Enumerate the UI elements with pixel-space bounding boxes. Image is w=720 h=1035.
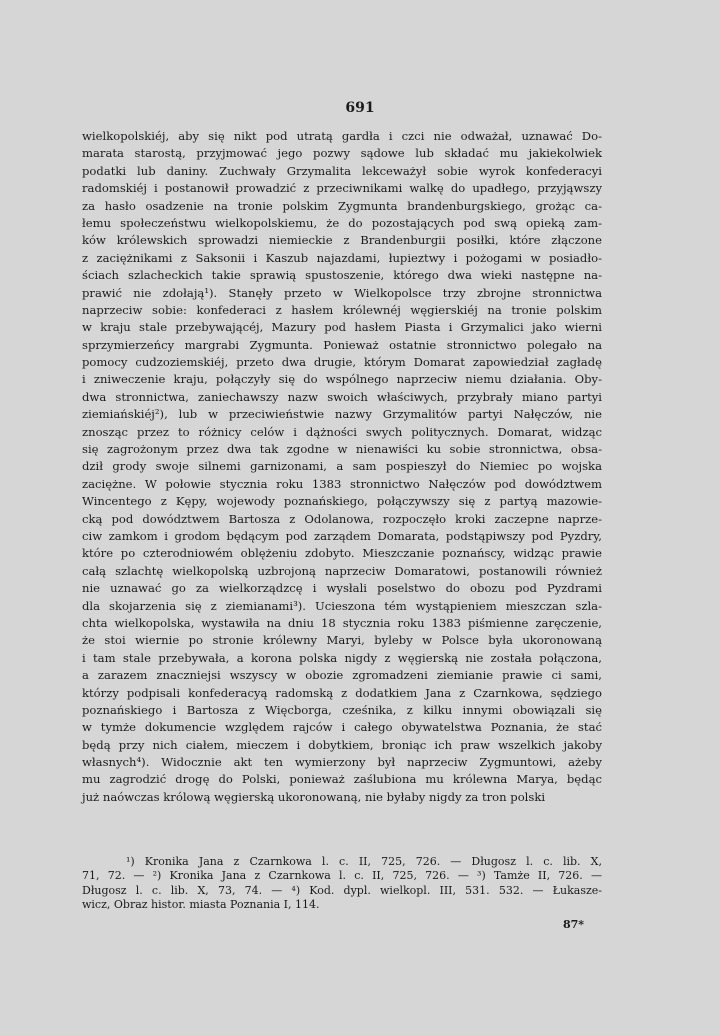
text-line: w tymże dokumencie względem rajców i całego obywatelstwa Poznania, że stać bbox=[82, 720, 602, 735]
text-line: będą przy nich ciałem, mieczem i dobytkiem, broniąc ich praw wszelkich jakoby bbox=[82, 737, 602, 752]
footnote-line: ¹) Kronika Jana z Czarnkowa l. c. II, 725, 726. — Długosz l. c. lib. X, bbox=[126, 855, 602, 868]
text-line: chta wielkopolska, wystawiła na dniu 18 stycznia roku 1383 piśmienne zaręczenie, bbox=[82, 615, 602, 630]
text-line: własnych⁴). Widocznie akt ten wymierzony był naprzeciw Zygmuntowi, ażeby bbox=[82, 755, 602, 770]
text-line: poznańskiego i Bartosza z Więcborga, cześnika, z kilku innymi obowiązali się bbox=[82, 702, 602, 717]
text-line: a zarazem znaczniejsi wszyscy w obozie zgromadzeni ziemianie prawie ci sami, bbox=[82, 668, 602, 683]
text-line: już naówczas królową węgierską ukoronowaną, nie byłaby nigdy za tron polski bbox=[82, 789, 546, 804]
text-line: cką pod dowództwem Bartosza z Odolanowa, rozpoczęło kroki zaczepne naprze- bbox=[82, 511, 602, 526]
text-line: które po czterodniowém oblężeniu zdobyto. Mieszczanie poznańscy, widząc prawie bbox=[82, 546, 602, 561]
text-line: ciw zamkom i grodom będącym pod zarządem Domarata, podstąpiwszy pod Pyzdry, bbox=[82, 528, 602, 543]
text-line: dził grody swoje silnemi garnizonami, a sam pospieszył do Niemiec po wojska bbox=[82, 459, 602, 474]
text-line: prawić nie zdołają¹). Stanęły przeto w Wielkopolsce trzy zbrojne stronnictwa bbox=[82, 285, 602, 300]
text-line: z zaciężnikami z Saksonii i Kaszub najazdami, łupieztwy i pożogami w posiadło- bbox=[82, 250, 602, 265]
footnote-line: Długosz l. c. lib. X, 73, 74. — ⁴) Kod. dypl. wielkopl. III, 531. 532. — Łukasze- bbox=[82, 883, 602, 897]
text-line: pomocy cudzoziemskiéj, przeto dwa drugie, którym Domarat zapowiedział zagładę bbox=[82, 355, 602, 370]
text-line: ziemiańskiéj²), lub w przeciwieństwie nazwy Grzymalitów partyi Nałęczów, nie bbox=[82, 407, 602, 422]
text-line: że stoi wiernie po stronie królewny Maryi, byleby w Polsce była ukoronowaną bbox=[82, 633, 602, 648]
text-line: i tam stale przebywała, a korona polska nigdy z węgierską nie została połączona, bbox=[82, 650, 602, 665]
text-line: wielkopolskiéj, aby się nikt pod utratą gardła i czci nie odważał, uznawać Do- bbox=[82, 129, 602, 143]
footnote-line: 71, 72. — ²) Kronika Jana z Czarnkowa l. c. II, 725, 726. — ³) Tamże II, 726. — bbox=[82, 869, 602, 883]
signature-mark: 87* bbox=[563, 918, 585, 931]
text-line: w kraju stale przebywającéj, Mazury pod hasłem Piasta i Grzymalici jako wierni bbox=[82, 320, 602, 335]
text-line: naprzeciw sobie: konfederaci z hasłem królewnéj węgierskiéj na tronie polskim bbox=[82, 302, 602, 317]
text-line: sprzymierzeńcy margrabi Zygmunta. Ponieważ ostatnie stronnictwo polegało na bbox=[82, 337, 602, 352]
text-line: za hasło osadzenie na tronie polskim Zygmunta brandenburgskiego, grożąc ca- bbox=[82, 198, 602, 213]
text-line: dla skojarzenia się z ziemianami³). Ucieszona tém wystąpieniem mieszczan szla- bbox=[82, 598, 602, 613]
text-line: dwa stronnictwa, zaniechawszy nazw swoich właściwych, przybrały miano partyi bbox=[82, 389, 602, 404]
footnotes bbox=[82, 855, 602, 912]
text-line: zaciężne. W połowie stycznia roku 1383 stronnictwo Nałęczów pod dowództwem bbox=[82, 476, 602, 491]
footnote-line: wicz, Obraz histor. miasta Poznania I, 114. bbox=[82, 897, 320, 911]
text-line: którzy podpisali konfederacyą radomską z dodatkiem Jana z Czarnkowa, sędziego bbox=[82, 685, 602, 700]
text-line: się zagrożonym przez dwa tak zgodne w nienawiści ku sobie stronnictwa, obsa- bbox=[82, 442, 602, 457]
text-line: i zniweczenie kraju, połączyły się do wspólnego naprzeciw niemu działania. Oby- bbox=[82, 372, 602, 387]
body-text bbox=[82, 128, 602, 806]
text-line: ściach szlacheckich takie sprawią spustoszenie, którego dwa wieki następne na- bbox=[82, 268, 602, 283]
text-line: całą szlachtę wielkopolską uzbrojoną naprzeciw Domaratowi, postanowili również bbox=[82, 563, 602, 578]
text-line: ków królewskich sprowadzi niemieckie z Brandenburgii posiłki, które złączone bbox=[82, 233, 602, 248]
text-line: podatki lub daniny. Zuchwały Grzymalita lekceważył sobie wyrok konfederacyi bbox=[82, 163, 602, 178]
text-line: radomskiéj i postanowił prowadzić z przeciwnikami walkę do upadłego, przyjąwszy bbox=[82, 181, 602, 196]
text-line: marata starostą, przyjmować jego pozwy sądowe lub składać mu jakiekolwiek bbox=[82, 146, 602, 161]
text-line: łemu społeczeństwu wielkopolskiemu, że do pozostających pod swą opieką zam- bbox=[82, 215, 602, 230]
text-line: nie uznawać go za wielkorządzcę i wysłali poselstwo do obozu pod Pyzdrami bbox=[82, 581, 602, 596]
page-number: 691 bbox=[345, 100, 375, 116]
text-line: Wincentego z Kępy, wojewody poznańskiego, połączywszy się z partyą mazowie- bbox=[82, 494, 602, 509]
text-line: znosząc przez to różnicy celów i dążności swych politycznych. Domarat, widząc bbox=[82, 424, 602, 439]
text-line: mu zagrodzić drogę do Polski, ponieważ zaślubiona mu królewna Marya, będąc bbox=[82, 772, 602, 787]
